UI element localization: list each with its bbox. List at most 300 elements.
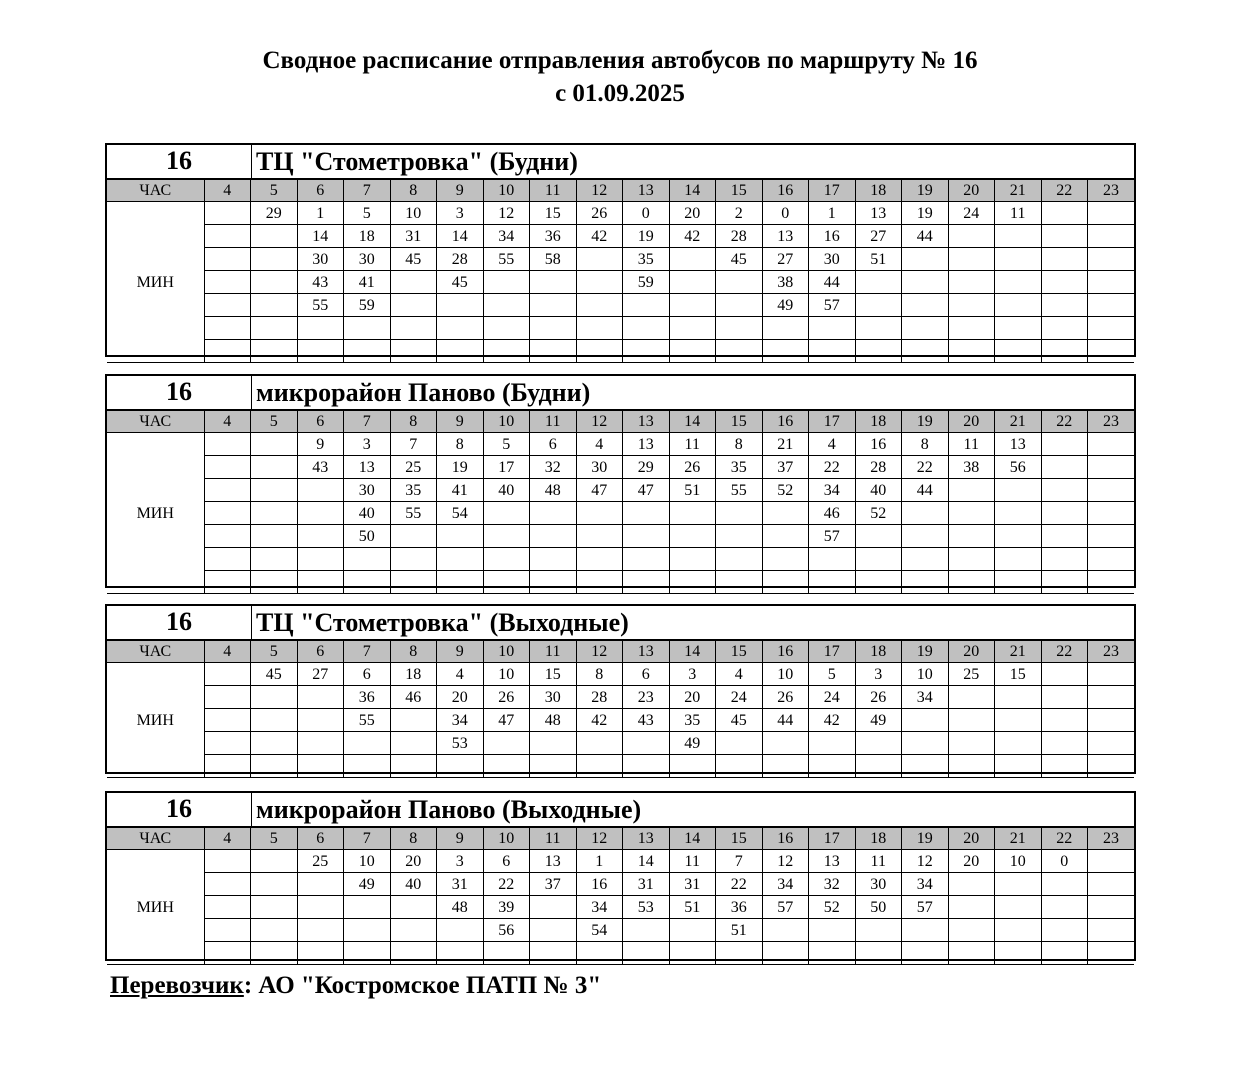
minute-cell: 31 — [437, 873, 484, 896]
minute-cell: 49 — [855, 709, 902, 732]
hour-cell: 11 — [530, 411, 577, 433]
hour-label: ЧАС — [107, 180, 204, 202]
hour-cell: 6 — [297, 641, 344, 663]
hour-cell: 20 — [948, 828, 995, 850]
minute-cell — [716, 294, 763, 317]
minute-cell — [1041, 248, 1088, 271]
minute-cell — [390, 271, 437, 294]
minute-cell — [995, 919, 1042, 942]
hour-cell: 6 — [297, 180, 344, 202]
minute-cell — [297, 896, 344, 919]
minute-cell: 45 — [716, 709, 763, 732]
minute-cell — [948, 225, 995, 248]
minute-cell — [576, 340, 623, 363]
minute-cell — [902, 919, 949, 942]
minute-cell: 20 — [437, 686, 484, 709]
minute-cell — [1088, 896, 1135, 919]
minute-cell — [251, 502, 298, 525]
minute-cell: 27 — [762, 248, 809, 271]
minute-cell — [716, 340, 763, 363]
minute-cell — [762, 317, 809, 340]
minute-cell — [1041, 502, 1088, 525]
minute-cell: 14 — [623, 850, 670, 873]
minute-cell — [1088, 340, 1135, 363]
minute-cell — [204, 479, 251, 502]
hour-cell: 7 — [344, 180, 391, 202]
minute-cell — [716, 525, 763, 548]
minute-cell — [576, 525, 623, 548]
minute-cell: 55 — [390, 502, 437, 525]
minute-cell: 23 — [623, 686, 670, 709]
minute-cell — [995, 732, 1042, 755]
minute-cell — [483, 525, 530, 548]
minute-cell: 42 — [576, 709, 623, 732]
minute-row — [107, 225, 1134, 248]
minute-cell — [1088, 732, 1135, 755]
minute-cell — [576, 732, 623, 755]
minute-cell — [669, 317, 716, 340]
minute-cell — [251, 548, 298, 571]
minute-cell: 13 — [530, 850, 577, 873]
minute-cell — [576, 502, 623, 525]
minute-cell — [716, 548, 763, 571]
minute-cell: 11 — [669, 850, 716, 873]
minute-cell — [669, 942, 716, 965]
block-title: ТЦ "Стометровка" (Будни) — [256, 147, 578, 176]
minute-cell: 22 — [902, 456, 949, 479]
minute-cell — [995, 709, 1042, 732]
minute-cell: 3 — [437, 850, 484, 873]
minute-cell: 13 — [855, 202, 902, 225]
carrier-name: : АО "Костромское ПАТП № 3" — [243, 972, 602, 999]
minute-cell — [297, 571, 344, 594]
minute-cell — [995, 225, 1042, 248]
minute-cell: 49 — [762, 294, 809, 317]
minute-cell: 30 — [576, 456, 623, 479]
minute-cell — [483, 755, 530, 778]
document-title — [0, 44, 1240, 110]
minute-row — [107, 709, 1134, 732]
minute-cell — [809, 732, 856, 755]
hour-cell: 14 — [669, 641, 716, 663]
minute-cell — [390, 755, 437, 778]
hour-cell: 4 — [204, 180, 251, 202]
minute-cell — [204, 317, 251, 340]
schedule-table — [107, 827, 1134, 965]
route-number: 16 — [107, 606, 252, 639]
block-header — [107, 376, 1134, 410]
hour-cell: 10 — [483, 828, 530, 850]
minute-cell: 1 — [297, 202, 344, 225]
minute-cell: 48 — [437, 896, 484, 919]
minute-cell — [204, 732, 251, 755]
hour-cell: 18 — [855, 828, 902, 850]
hour-row — [107, 411, 1134, 433]
minute-cell: 20 — [669, 686, 716, 709]
minute-cell — [1088, 709, 1135, 732]
minute-cell: 13 — [623, 433, 670, 456]
minute-cell: 34 — [576, 896, 623, 919]
minute-cell: 16 — [855, 433, 902, 456]
hour-cell: 23 — [1088, 828, 1135, 850]
minute-cell — [204, 294, 251, 317]
minute-cell — [530, 271, 577, 294]
minute-cell — [762, 502, 809, 525]
hour-cell: 20 — [948, 641, 995, 663]
minute-cell: 34 — [437, 709, 484, 732]
minute-cell — [948, 873, 995, 896]
minute-cell — [390, 732, 437, 755]
minute-cell — [204, 571, 251, 594]
minute-cell — [716, 755, 763, 778]
minute-cell: 6 — [623, 663, 670, 686]
minute-cell: 32 — [809, 873, 856, 896]
minute-cell: 24 — [948, 202, 995, 225]
minute-cell: 38 — [948, 456, 995, 479]
minute-cell — [855, 525, 902, 548]
minute-cell: 0 — [623, 202, 670, 225]
minute-cell — [251, 525, 298, 548]
minute-cell — [390, 919, 437, 942]
minute-cell: 36 — [716, 896, 763, 919]
minute-cell — [204, 548, 251, 571]
hour-label: ЧАС — [107, 411, 204, 433]
hour-cell: 4 — [204, 411, 251, 433]
minute-cell: 55 — [716, 479, 763, 502]
minute-cell — [483, 317, 530, 340]
hour-label: ЧАС — [107, 641, 204, 663]
minute-cell — [902, 571, 949, 594]
minute-cell — [204, 202, 251, 225]
minute-cell: 43 — [297, 456, 344, 479]
minute-cell — [437, 340, 484, 363]
hour-row — [107, 828, 1134, 850]
minute-cell: 3 — [344, 433, 391, 456]
minute-cell — [297, 755, 344, 778]
minute-cell: 5 — [809, 663, 856, 686]
minute-cell: 37 — [530, 873, 577, 896]
hour-cell: 15 — [716, 641, 763, 663]
minute-cell: 10 — [483, 663, 530, 686]
minute-cell — [390, 571, 437, 594]
hour-cell: 18 — [855, 411, 902, 433]
minute-cell: 45 — [251, 663, 298, 686]
minute-cell — [530, 340, 577, 363]
minute-cell — [530, 317, 577, 340]
minute-cell: 43 — [297, 271, 344, 294]
hour-cell: 16 — [762, 641, 809, 663]
minute-cell — [297, 873, 344, 896]
minute-cell — [623, 317, 670, 340]
minute-cell: 36 — [344, 686, 391, 709]
block-title: микрорайон Паново (Будни) — [256, 378, 591, 407]
hour-cell: 16 — [762, 411, 809, 433]
minute-row — [107, 525, 1134, 548]
minute-row — [107, 850, 1134, 873]
minute-cell — [483, 340, 530, 363]
minute-cell: 29 — [623, 456, 670, 479]
hour-cell: 12 — [576, 411, 623, 433]
minute-cell — [669, 340, 716, 363]
minute-cell: 27 — [297, 663, 344, 686]
hour-cell: 22 — [1041, 411, 1088, 433]
hour-cell: 12 — [576, 180, 623, 202]
minute-cell — [483, 571, 530, 594]
minute-cell — [1088, 548, 1135, 571]
minute-cell — [623, 548, 670, 571]
minute-cell — [251, 919, 298, 942]
minute-cell — [855, 271, 902, 294]
minute-cell — [995, 340, 1042, 363]
minute-cell — [902, 294, 949, 317]
minute-cell: 48 — [530, 709, 577, 732]
hour-cell: 18 — [855, 641, 902, 663]
minute-cell — [251, 755, 298, 778]
minute-cell — [948, 896, 995, 919]
minute-cell — [251, 732, 298, 755]
minute-cell: 46 — [809, 502, 856, 525]
minute-cell: 10 — [902, 663, 949, 686]
minute-cell: 10 — [762, 663, 809, 686]
minute-cell — [204, 271, 251, 294]
minute-cell — [995, 571, 1042, 594]
minute-cell — [1088, 571, 1135, 594]
minute-cell: 15 — [530, 202, 577, 225]
minute-cell — [204, 896, 251, 919]
hour-cell: 19 — [902, 641, 949, 663]
minute-cell — [204, 919, 251, 942]
minute-cell: 9 — [297, 433, 344, 456]
minute-cell: 20 — [948, 850, 995, 873]
minute-cell — [855, 317, 902, 340]
minute-cell — [483, 732, 530, 755]
minute-cell: 52 — [855, 502, 902, 525]
hour-cell: 22 — [1041, 828, 1088, 850]
minute-cell — [948, 942, 995, 965]
hour-cell: 13 — [623, 641, 670, 663]
minute-cell — [297, 525, 344, 548]
minute-cell — [948, 548, 995, 571]
minute-cell — [995, 755, 1042, 778]
minute-cell — [530, 502, 577, 525]
minute-cell — [437, 942, 484, 965]
minute-cell — [297, 548, 344, 571]
minute-cell — [762, 942, 809, 965]
minute-cell: 12 — [762, 850, 809, 873]
hour-cell: 22 — [1041, 180, 1088, 202]
minute-cell — [948, 317, 995, 340]
minute-cell: 11 — [948, 433, 995, 456]
minute-cell — [1088, 248, 1135, 271]
minute-cell — [902, 525, 949, 548]
minute-cell — [204, 755, 251, 778]
minute-cell: 8 — [437, 433, 484, 456]
schedule-block-stometrovka-weekdays — [105, 143, 1136, 357]
hour-cell: 19 — [902, 180, 949, 202]
minute-cell: 36 — [530, 225, 577, 248]
minute-cell: 29 — [251, 202, 298, 225]
minute-cell — [948, 525, 995, 548]
minute-cell: 34 — [762, 873, 809, 896]
minute-cell: 42 — [809, 709, 856, 732]
minute-cell: 13 — [995, 433, 1042, 456]
minute-cell: 28 — [576, 686, 623, 709]
minute-cell: 51 — [716, 919, 763, 942]
minute-cell — [948, 709, 995, 732]
minute-cell: 6 — [344, 663, 391, 686]
minute-cell: 35 — [716, 456, 763, 479]
minute-cell — [995, 502, 1042, 525]
minute-cell: 57 — [762, 896, 809, 919]
minute-cell — [344, 571, 391, 594]
minute-cell — [437, 755, 484, 778]
minute-cell: 8 — [716, 433, 763, 456]
minute-cell: 27 — [855, 225, 902, 248]
minute-row — [107, 686, 1134, 709]
minute-cell — [623, 502, 670, 525]
minute-cell — [669, 571, 716, 594]
minute-cell — [948, 919, 995, 942]
minute-cell: 44 — [902, 225, 949, 248]
hour-cell: 12 — [576, 828, 623, 850]
title-line-1: Сводное расписание отправления автобусов по маршруту № 16 — [262, 47, 978, 74]
minute-cell — [204, 850, 251, 873]
minute-cell: 35 — [669, 709, 716, 732]
minute-cell — [344, 919, 391, 942]
hour-cell: 17 — [809, 411, 856, 433]
hour-cell: 15 — [716, 180, 763, 202]
minute-cell: 1 — [576, 850, 623, 873]
hour-cell: 7 — [344, 411, 391, 433]
minute-cell — [390, 525, 437, 548]
schedule-block-panovo-weekends — [105, 791, 1136, 961]
hour-cell: 23 — [1088, 641, 1135, 663]
hour-cell: 23 — [1088, 411, 1135, 433]
minute-cell — [1041, 896, 1088, 919]
minute-cell: 47 — [576, 479, 623, 502]
minute-cell — [1088, 502, 1135, 525]
hour-cell: 11 — [530, 828, 577, 850]
minute-cell — [995, 548, 1042, 571]
minute-cell: 28 — [437, 248, 484, 271]
minute-cell — [1041, 548, 1088, 571]
minute-cell — [1088, 202, 1135, 225]
hour-cell: 21 — [995, 828, 1042, 850]
minute-cell — [1041, 942, 1088, 965]
minute-row — [107, 433, 1134, 456]
hour-cell: 7 — [344, 641, 391, 663]
schedule-table — [107, 179, 1134, 363]
minute-cell: 58 — [530, 248, 577, 271]
minute-cell — [948, 732, 995, 755]
minute-cell — [669, 548, 716, 571]
minute-cell — [530, 896, 577, 919]
minute-cell — [855, 548, 902, 571]
minute-row — [107, 755, 1134, 778]
minute-cell: 2 — [716, 202, 763, 225]
block-header — [107, 145, 1134, 179]
minute-cell: 40 — [855, 479, 902, 502]
minute-cell — [948, 340, 995, 363]
minute-cell — [297, 919, 344, 942]
minute-cell: 4 — [809, 433, 856, 456]
minute-cell — [251, 271, 298, 294]
minute-label: МИН — [107, 663, 204, 778]
minute-cell — [437, 294, 484, 317]
minute-cell — [530, 571, 577, 594]
minute-cell: 10 — [995, 850, 1042, 873]
minute-cell — [669, 248, 716, 271]
minute-cell — [576, 294, 623, 317]
minute-cell: 5 — [483, 433, 530, 456]
hour-cell: 16 — [762, 828, 809, 850]
minute-cell — [1041, 571, 1088, 594]
minute-cell: 25 — [297, 850, 344, 873]
minute-cell — [1088, 456, 1135, 479]
minute-cell: 13 — [344, 456, 391, 479]
minute-cell — [716, 732, 763, 755]
minute-cell: 44 — [902, 479, 949, 502]
minute-cell: 16 — [576, 873, 623, 896]
hour-cell: 23 — [1088, 180, 1135, 202]
minute-cell — [902, 942, 949, 965]
minute-cell: 30 — [344, 248, 391, 271]
title-line-2: с 01.09.2025 — [555, 80, 685, 107]
minute-cell — [1041, 271, 1088, 294]
minute-cell — [251, 340, 298, 363]
hour-cell: 17 — [809, 641, 856, 663]
minute-cell — [1088, 850, 1135, 873]
minute-cell: 44 — [809, 271, 856, 294]
minute-cell: 11 — [855, 850, 902, 873]
minute-cell — [623, 919, 670, 942]
minute-cell — [1041, 732, 1088, 755]
minute-cell — [948, 571, 995, 594]
hour-cell: 17 — [809, 828, 856, 850]
minute-cell — [762, 340, 809, 363]
minute-cell — [530, 755, 577, 778]
minute-cell — [576, 571, 623, 594]
minute-cell — [902, 317, 949, 340]
minute-cell: 59 — [623, 271, 670, 294]
minute-cell: 45 — [716, 248, 763, 271]
hour-cell: 14 — [669, 411, 716, 433]
minute-cell — [948, 755, 995, 778]
minute-cell: 3 — [669, 663, 716, 686]
minute-cell — [1041, 755, 1088, 778]
minute-cell — [762, 732, 809, 755]
minute-cell: 19 — [437, 456, 484, 479]
minute-label: МИН — [107, 433, 204, 594]
hour-cell: 10 — [483, 411, 530, 433]
minute-cell: 3 — [437, 202, 484, 225]
minute-cell: 38 — [762, 271, 809, 294]
minute-cell — [902, 248, 949, 271]
minute-cell: 26 — [762, 686, 809, 709]
minute-cell — [995, 294, 1042, 317]
minute-cell: 42 — [669, 225, 716, 248]
minute-cell — [995, 271, 1042, 294]
minute-cell: 52 — [809, 896, 856, 919]
minute-cell — [297, 502, 344, 525]
minute-cell: 42 — [576, 225, 623, 248]
minute-cell: 28 — [855, 456, 902, 479]
minute-cell: 26 — [483, 686, 530, 709]
minute-cell — [204, 686, 251, 709]
hour-cell: 4 — [204, 641, 251, 663]
minute-cell — [530, 294, 577, 317]
minute-cell — [204, 340, 251, 363]
